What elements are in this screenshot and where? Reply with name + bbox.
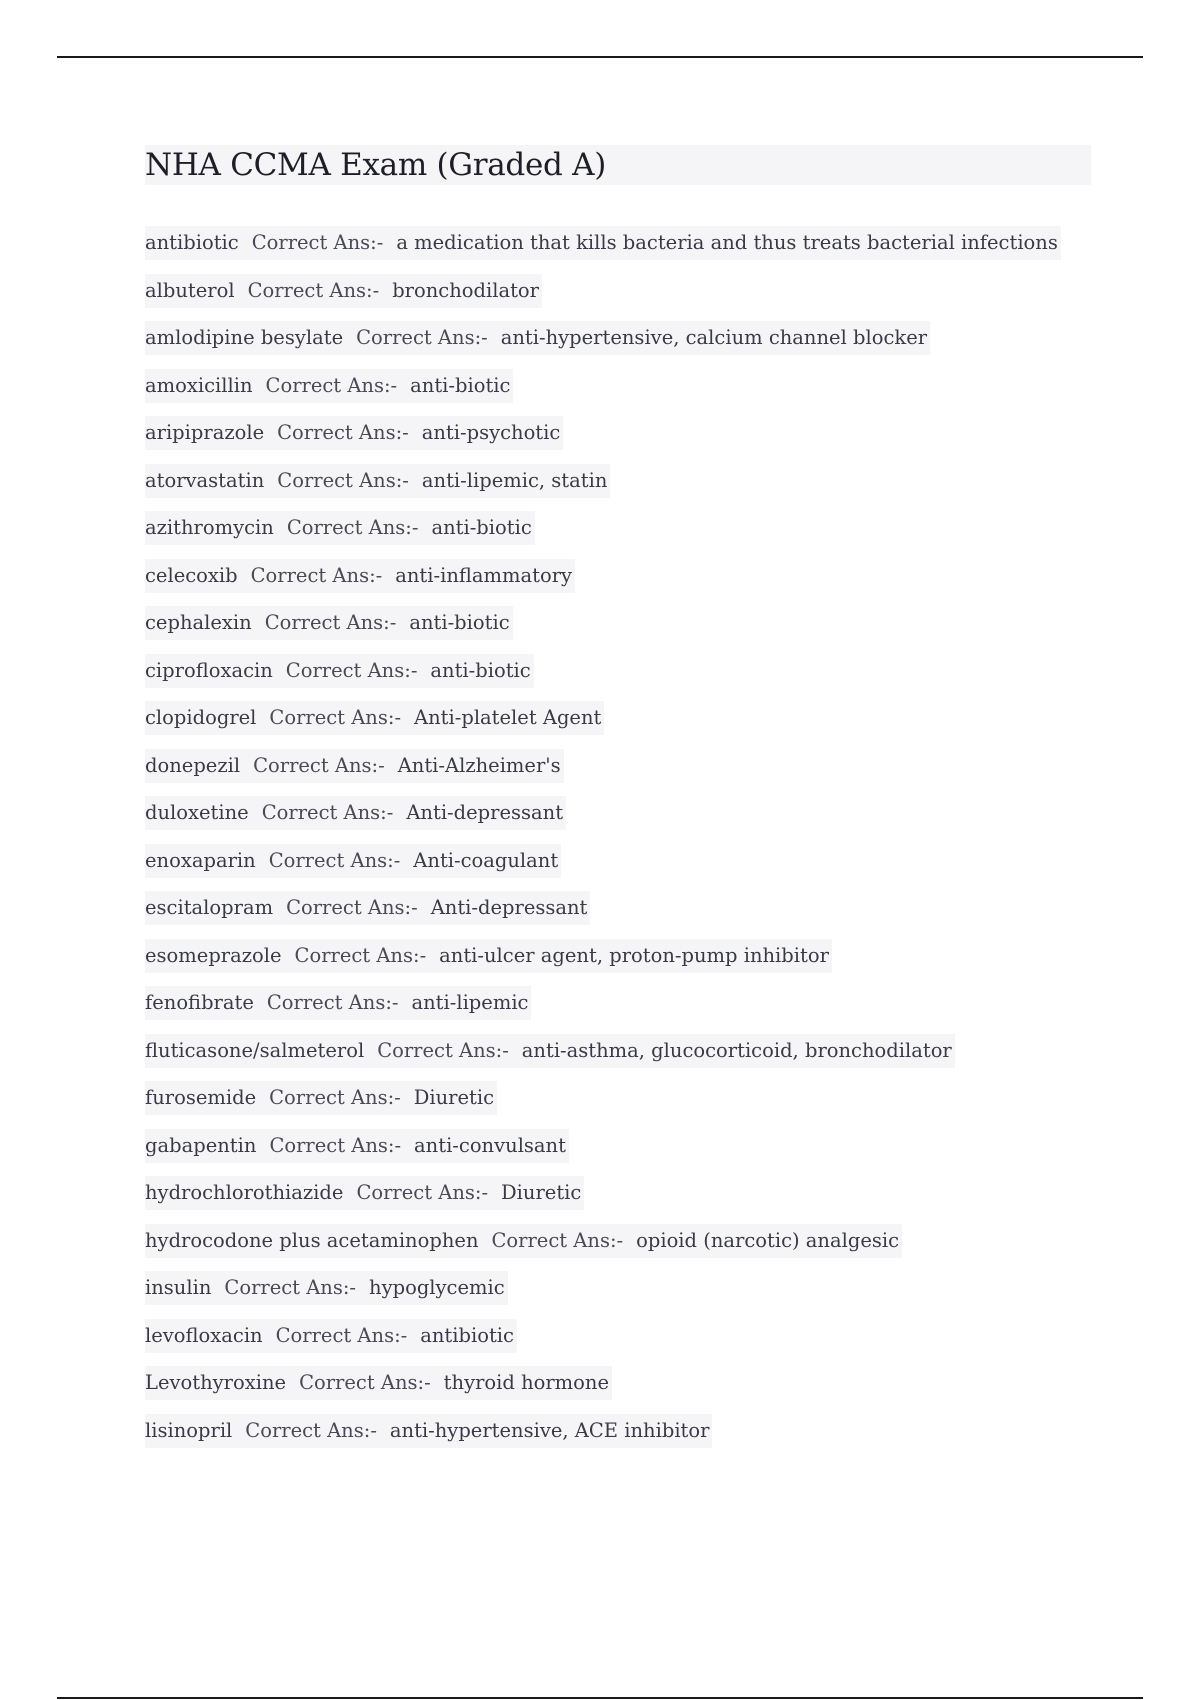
term: duloxetine — [145, 801, 249, 824]
qa-list — [145, 226, 1061, 1461]
list-item — [145, 1224, 1061, 1272]
list-item — [145, 654, 1061, 702]
list-item — [145, 1129, 1061, 1177]
list-item — [145, 1176, 1061, 1224]
term: insulin — [145, 1276, 212, 1299]
term: donepezil — [145, 753, 241, 777]
term: fenofibrate — [145, 991, 254, 1014]
list-item — [145, 274, 1061, 322]
qa-line — [145, 464, 610, 498]
list-item — [145, 416, 1061, 464]
answer: Anti-depressant — [406, 801, 564, 824]
list-item — [145, 749, 1061, 797]
answer-label: Correct Ans:- — [265, 373, 398, 397]
qa-line — [145, 226, 1061, 260]
qa-line — [145, 1271, 508, 1305]
list-item — [145, 559, 1061, 607]
term: furosemide — [145, 1086, 257, 1109]
answer-label: Correct Ans:- — [250, 563, 383, 587]
term: levofloxacin — [145, 1323, 263, 1347]
answer-label: Correct Ans:- — [491, 1228, 624, 1252]
answer: anti-biotic — [431, 516, 532, 539]
answer: hypoglycemic — [369, 1276, 505, 1299]
answer: anti-lipemic, statin — [421, 468, 608, 492]
answer-label: Correct Ans:- — [269, 1086, 401, 1109]
answer: anti-lipemic — [411, 991, 529, 1014]
answer-label: Correct Ans:- — [261, 801, 394, 824]
list-item — [145, 1034, 1061, 1082]
qa-line — [145, 1224, 902, 1258]
list-item — [145, 844, 1061, 892]
term: albuterol — [145, 278, 235, 302]
answer: antibiotic — [420, 1323, 514, 1347]
qa-line — [145, 1034, 955, 1068]
term: enoxaparin — [145, 848, 256, 872]
page-title: NHA CCMA Exam (Graded A) — [145, 147, 606, 183]
qa-line — [145, 749, 564, 783]
qa-line — [145, 274, 542, 308]
bottom-rule — [57, 1697, 1143, 1699]
answer-label: Correct Ans:- — [275, 1323, 408, 1347]
answer-label: Correct Ans:- — [251, 231, 384, 254]
qa-line — [145, 701, 604, 735]
answer: a medication that kills bacteria and thus treats bacterial infections — [396, 231, 1058, 254]
qa-line — [145, 1129, 569, 1163]
answer: Anti-coagulant — [413, 848, 559, 872]
list-item — [145, 1414, 1061, 1462]
term: Levothyroxine — [145, 1371, 287, 1394]
qa-line — [145, 654, 534, 688]
term: clopidogrel — [145, 706, 257, 729]
answer-label: Correct Ans:- — [247, 278, 380, 302]
answer-label: Correct Ans:- — [377, 1038, 509, 1062]
answer: Anti-platelet Agent — [414, 706, 602, 729]
term: amoxicillin — [145, 373, 253, 397]
answer-label: Correct Ans:- — [285, 658, 418, 682]
answer-label: Correct Ans:- — [299, 1371, 431, 1394]
list-item — [145, 321, 1061, 369]
answer-label: Correct Ans:- — [294, 943, 427, 967]
answer-label: Correct Ans:- — [356, 326, 488, 349]
qa-line — [145, 606, 513, 640]
term: atorvastatin — [145, 468, 265, 492]
list-item — [145, 226, 1061, 274]
term: escitalopram — [145, 896, 274, 919]
term: ciprofloxacin — [145, 658, 273, 682]
answer-label: Correct Ans:- — [268, 848, 401, 872]
list-item — [145, 369, 1061, 417]
qa-line — [145, 1366, 612, 1400]
list-item — [145, 464, 1061, 512]
list-item — [145, 606, 1061, 654]
answer-label: Correct Ans:- — [277, 421, 409, 444]
answer: Diuretic — [501, 1181, 582, 1204]
list-item — [145, 891, 1061, 939]
answer: anti-psychotic — [421, 421, 561, 444]
qa-line — [145, 796, 566, 830]
top-rule — [57, 56, 1143, 58]
answer-label: Correct Ans:- — [245, 1418, 377, 1442]
term: celecoxib — [145, 563, 238, 587]
qa-line — [145, 369, 513, 403]
qa-line — [145, 1414, 712, 1448]
qa-line — [145, 416, 563, 450]
list-item — [145, 1081, 1061, 1129]
answer: anti-asthma, glucocorticoid, bronchodilator — [521, 1038, 952, 1062]
qa-line — [145, 986, 531, 1020]
qa-line — [145, 891, 590, 925]
term: aripiprazole — [145, 421, 265, 444]
list-item — [145, 796, 1061, 844]
term: hydrocodone plus acetaminophen — [145, 1228, 479, 1252]
answer: anti-biotic — [410, 373, 511, 397]
answer: anti-hypertensive, ACE inhibitor — [389, 1418, 710, 1442]
answer: anti-ulcer agent, proton-pump inhibitor — [439, 943, 829, 967]
answer: Diuretic — [413, 1086, 495, 1109]
term: lisinopril — [145, 1418, 233, 1442]
answer: anti-biotic — [409, 611, 510, 634]
qa-line — [145, 321, 930, 355]
answer: anti-hypertensive, calcium channel blocker — [500, 326, 928, 349]
term: fluticasone/salmeterol — [145, 1038, 365, 1062]
list-item — [145, 986, 1061, 1034]
qa-line — [145, 559, 575, 593]
answer-label: Correct Ans:- — [269, 706, 402, 729]
term: gabapentin — [145, 1133, 257, 1157]
term: hydrochlorothiazide — [145, 1181, 344, 1204]
answer: anti-inflammatory — [395, 563, 573, 587]
list-item — [145, 939, 1061, 987]
term: amlodipine besylate — [145, 326, 344, 349]
list-item — [145, 1271, 1061, 1319]
qa-line — [145, 1319, 517, 1353]
term: cephalexin — [145, 611, 252, 634]
answer-label: Correct Ans:- — [356, 1181, 489, 1204]
answer-label: Correct Ans:- — [253, 753, 385, 777]
list-item — [145, 1366, 1061, 1414]
answer-label: Correct Ans:- — [266, 991, 399, 1014]
answer-label: Correct Ans:- — [286, 516, 419, 539]
answer: bronchodilator — [392, 278, 539, 302]
answer: Anti-depressant — [430, 896, 588, 919]
answer: opioid (narcotic) analgesic — [636, 1228, 900, 1252]
answer: anti-convulsant — [414, 1133, 566, 1157]
answer-label: Correct Ans:- — [264, 611, 397, 634]
list-item — [145, 701, 1061, 749]
term: esomeprazole — [145, 943, 282, 967]
list-item — [145, 1319, 1061, 1367]
qa-line — [145, 1081, 497, 1115]
qa-line — [145, 511, 535, 545]
answer-label: Correct Ans:- — [286, 896, 418, 919]
answer: anti-biotic — [430, 658, 531, 682]
qa-line — [145, 844, 561, 878]
answer-label: Correct Ans:- — [269, 1133, 402, 1157]
term: azithromycin — [145, 516, 274, 539]
answer: Anti-Alzheimer's — [397, 753, 561, 777]
qa-line — [145, 1176, 584, 1210]
answer: thyroid hormone — [443, 1371, 610, 1394]
answer-label: Correct Ans:- — [277, 468, 409, 492]
term: antibiotic — [145, 231, 239, 254]
qa-line — [145, 939, 832, 973]
answer-label: Correct Ans:- — [224, 1276, 357, 1299]
list-item — [145, 511, 1061, 559]
